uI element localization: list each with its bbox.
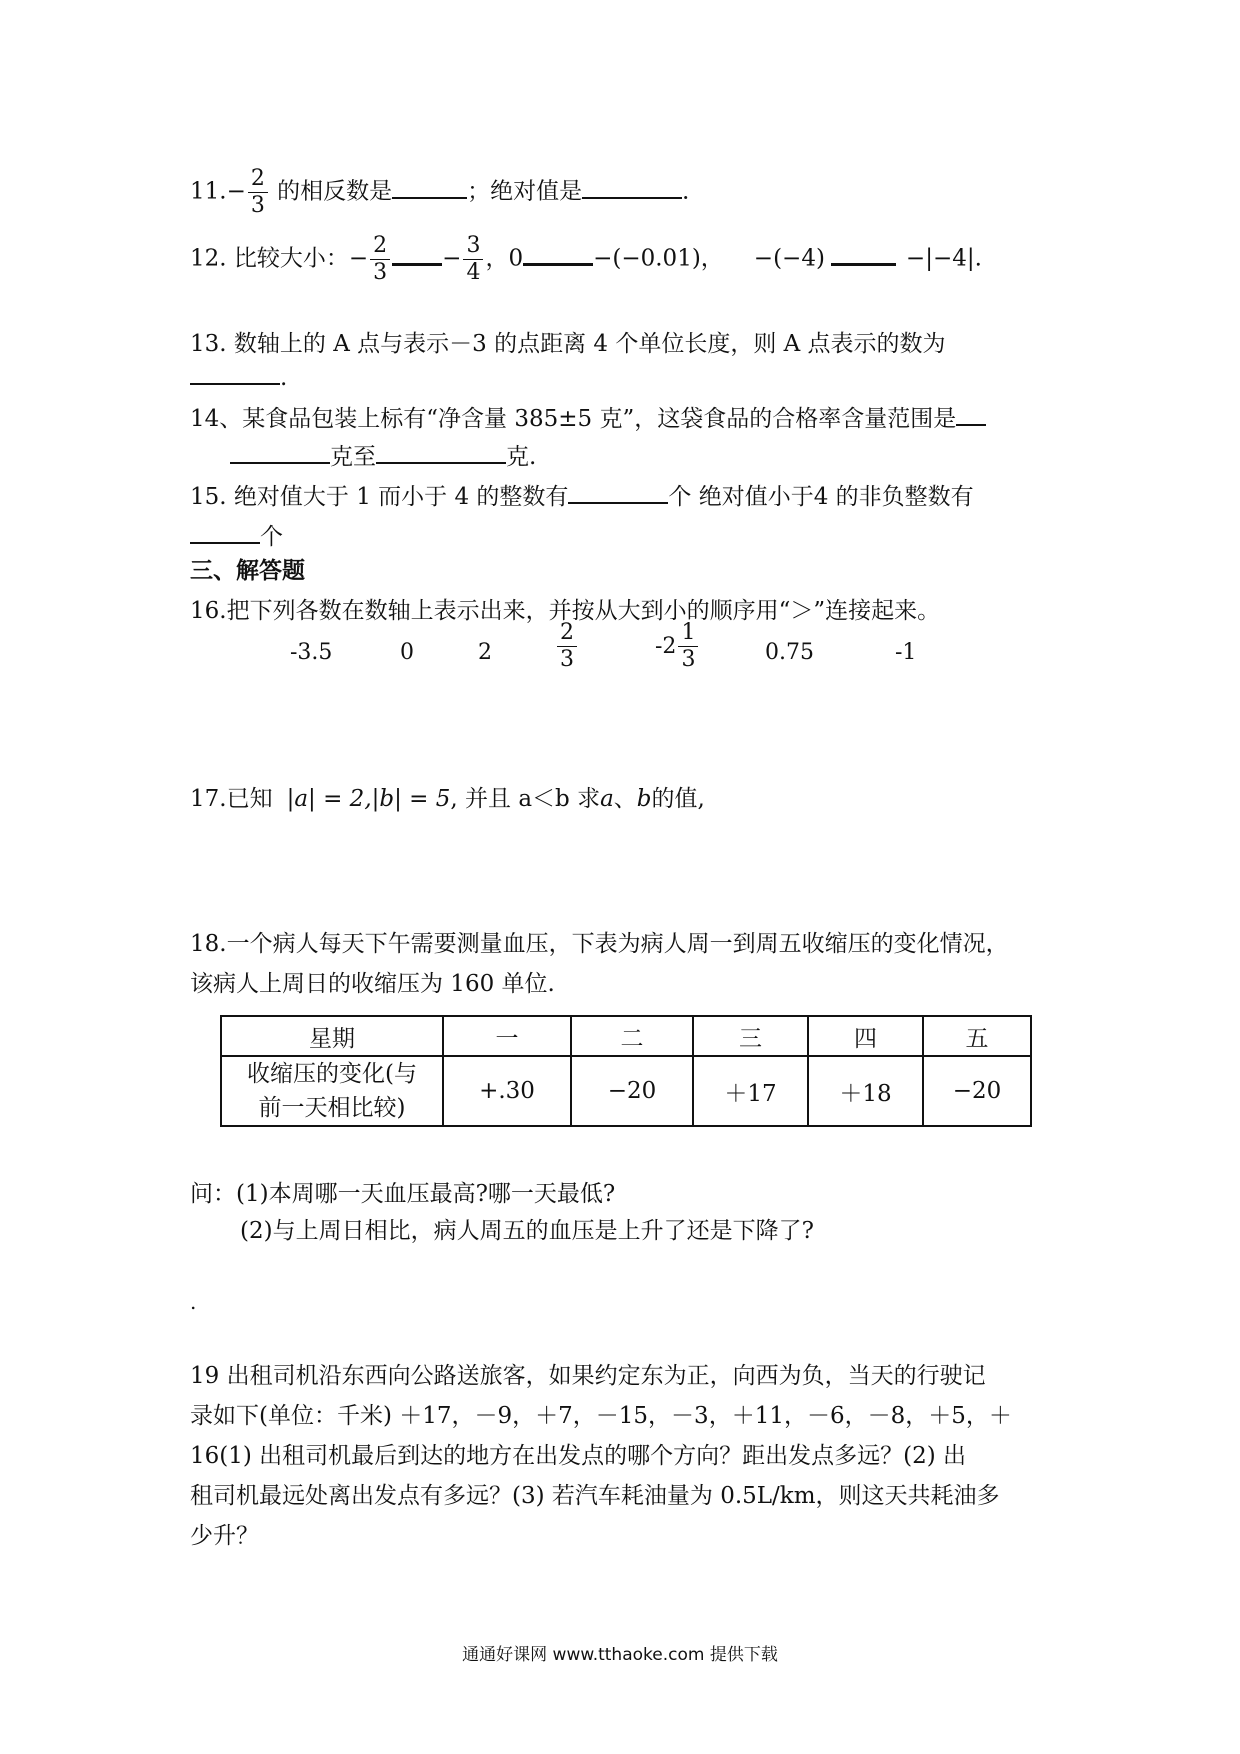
table-cell-value: +.30 bbox=[443, 1056, 571, 1126]
question-13-line-2 bbox=[190, 365, 287, 391]
q16-n5-frac bbox=[678, 622, 698, 671]
q16-n4-den: 3 bbox=[557, 646, 577, 671]
q14-blank-2[interactable] bbox=[376, 462, 506, 464]
table-row-label-2: 前一天相比较) bbox=[258, 1095, 406, 1121]
q17-abs-b: |b| = 5 bbox=[371, 786, 451, 812]
q11-frac-den: 3 bbox=[248, 192, 268, 217]
q16-number-3: 2 bbox=[478, 640, 492, 665]
table-cell-value: ＋18 bbox=[808, 1056, 923, 1126]
q12-comma-1: ， bbox=[485, 245, 509, 272]
q17-end: 的值, bbox=[651, 786, 705, 812]
q17-sep: 、 bbox=[613, 786, 637, 812]
q14-mid: 克至 bbox=[330, 444, 376, 470]
table-cell-value: −20 bbox=[923, 1056, 1031, 1126]
q11-text-b: ；绝对值是 bbox=[467, 178, 583, 205]
page-footer: 通通好课网 www.tthaoke.com 提供下载 bbox=[462, 1645, 778, 1665]
q16-number-7: -1 bbox=[895, 640, 917, 665]
table-header-label: 星期 bbox=[221, 1016, 443, 1056]
q17-abs-a: |a| = 2, bbox=[286, 786, 372, 812]
q11-fraction bbox=[248, 168, 268, 217]
q13-text: 13. 数轴上的 A 点与表示－3 的点距离 4 个单位长度，则 A 点表示的数为 bbox=[190, 331, 946, 357]
q11-blank-opposite[interactable] bbox=[392, 197, 467, 199]
table-header-day: 二 bbox=[571, 1016, 693, 1056]
q11-number: 11. bbox=[190, 178, 227, 205]
q11-frac-num: 2 bbox=[250, 166, 265, 191]
q14-text: 14、某食品包装上标有“净含量 385±5 克”，这袋食品的合格率含量范围是 bbox=[190, 406, 957, 432]
question-11 bbox=[190, 168, 705, 217]
q12-neg-abs4: −|−4| bbox=[905, 245, 975, 272]
question-19-line-2: 录如下(单位：千米) ＋17，－9，＋7，－15，－3，＋11，－6，－8，＋5，＋ bbox=[190, 1403, 1012, 1429]
q15-blank-2[interactable] bbox=[190, 542, 260, 544]
table-row-label-1: 收缩压的变化(与 bbox=[247, 1061, 417, 1087]
q14-blank-1a[interactable] bbox=[956, 424, 986, 426]
q13-end: . bbox=[280, 365, 288, 391]
q11-minus: − bbox=[226, 178, 246, 205]
q12-f2-num: 3 bbox=[466, 233, 481, 258]
q12-f1-num: 2 bbox=[373, 233, 388, 258]
table-row bbox=[221, 1056, 1031, 1126]
question-15-line-2 bbox=[190, 518, 283, 551]
q12-neg-neg4: −(−4) bbox=[753, 245, 825, 272]
question-18-line-1: 18.一个病人每天下午需要测量血压，下表为病人周一到周五收缩压的变化情况， bbox=[190, 931, 1009, 957]
q15-blank-1[interactable] bbox=[568, 502, 668, 504]
q15-text-b: 个 绝对值小于4 的非负整数有 bbox=[668, 484, 974, 510]
q12-neg-001: −(−0.01) bbox=[593, 245, 701, 272]
question-14 bbox=[190, 400, 986, 433]
question-14-line-2 bbox=[190, 438, 536, 471]
table-header-day: 五 bbox=[923, 1016, 1031, 1056]
q12-end: . bbox=[974, 245, 982, 272]
question-19-line-1: 19 出租司机沿东西向公路送旅客，如果约定东为正，向西为负，当天的行驶记 bbox=[190, 1363, 986, 1389]
q16-number-2: 0 bbox=[400, 640, 414, 665]
q16-number-1: -3.5 bbox=[290, 640, 333, 665]
q17-prefix: 17.已知 bbox=[190, 786, 273, 812]
q16-n5-den: 3 bbox=[678, 646, 698, 671]
table-row-label bbox=[221, 1056, 443, 1126]
q17-suffix: , 并且 a＜b 求 bbox=[450, 786, 601, 812]
q11-end: ． bbox=[682, 178, 706, 205]
question-17 bbox=[190, 780, 705, 813]
q17-var-a: a bbox=[600, 786, 614, 812]
section-3-heading: 三、解答题 bbox=[190, 558, 305, 584]
q16-text: 16.把下列各数在数轴上表示出来，并按从大到小的顺序用“＞”连接起来。 bbox=[190, 598, 941, 624]
question-15 bbox=[190, 478, 974, 511]
table-header-row bbox=[221, 1016, 1031, 1056]
question-18-line-2: 该病人上周日的收缩压为 160 单位. bbox=[190, 971, 555, 997]
q14-end: 克. bbox=[506, 444, 537, 470]
q12-blank-1[interactable] bbox=[392, 263, 442, 266]
q17-var-b: b bbox=[636, 786, 652, 812]
q12-f2-den: 4 bbox=[463, 259, 483, 284]
q12-f2-sign: − bbox=[442, 245, 462, 272]
q16-number-5 bbox=[655, 622, 700, 671]
table-header-day: 四 bbox=[808, 1016, 923, 1056]
q12-f1-sign: − bbox=[348, 245, 369, 272]
question-12 bbox=[190, 235, 982, 284]
q15-end: 个 bbox=[260, 524, 283, 550]
q13-blank[interactable] bbox=[190, 383, 280, 385]
q12-zero: 0 bbox=[508, 245, 524, 272]
q12-blank-3[interactable] bbox=[831, 263, 896, 266]
q14-blank-1b[interactable] bbox=[230, 462, 330, 464]
q12-f1-den: 3 bbox=[370, 259, 390, 284]
q18-question-2: (2)与上周日相比，病人周五的血压是上升了还是下降了? bbox=[240, 1218, 814, 1244]
q12-comma-2: ， bbox=[700, 245, 724, 272]
question-13 bbox=[190, 325, 946, 358]
table-cell-value: ＋17 bbox=[693, 1056, 808, 1126]
q16-n4-num: 2 bbox=[560, 620, 574, 645]
q16-n5-num: 1 bbox=[681, 620, 696, 645]
question-19-line-4: 租司机最远处离出发点有多远？(3) 若汽车耗油量为 0.5L/km，则这天共耗油多 bbox=[190, 1483, 1000, 1509]
stray-dot: . bbox=[190, 1290, 197, 1314]
q16-n5-whole: -2 bbox=[655, 634, 677, 659]
table-header-day: 一 bbox=[443, 1016, 571, 1056]
q11-blank-absolute[interactable] bbox=[582, 197, 682, 199]
q16-number-4 bbox=[557, 622, 577, 671]
q12-prefix: 12. 比较大小： bbox=[190, 245, 349, 272]
table-header-day: 三 bbox=[693, 1016, 808, 1056]
blood-pressure-table bbox=[220, 1015, 1032, 1127]
q12-fraction-2 bbox=[463, 235, 483, 284]
question-19-line-5: 少升？ bbox=[190, 1523, 259, 1549]
table-cell-value: −20 bbox=[571, 1056, 693, 1126]
q12-blank-2[interactable] bbox=[523, 263, 593, 266]
q12-fraction-1 bbox=[370, 235, 390, 284]
q15-text-a: 15. 绝对值大于 1 而小于 4 的整数有 bbox=[190, 484, 569, 510]
q11-text-a: 的相反数是 bbox=[269, 178, 393, 205]
question-19-line-3: 16(1) 出租司机最后到达的地方在出发点的哪个方向？距出发点多远？(2) 出 bbox=[190, 1443, 967, 1469]
q18-question-1: 问：(1)本周哪一天血压最高?哪一天最低? bbox=[190, 1181, 616, 1207]
q16-number-6: 0.75 bbox=[765, 640, 814, 665]
